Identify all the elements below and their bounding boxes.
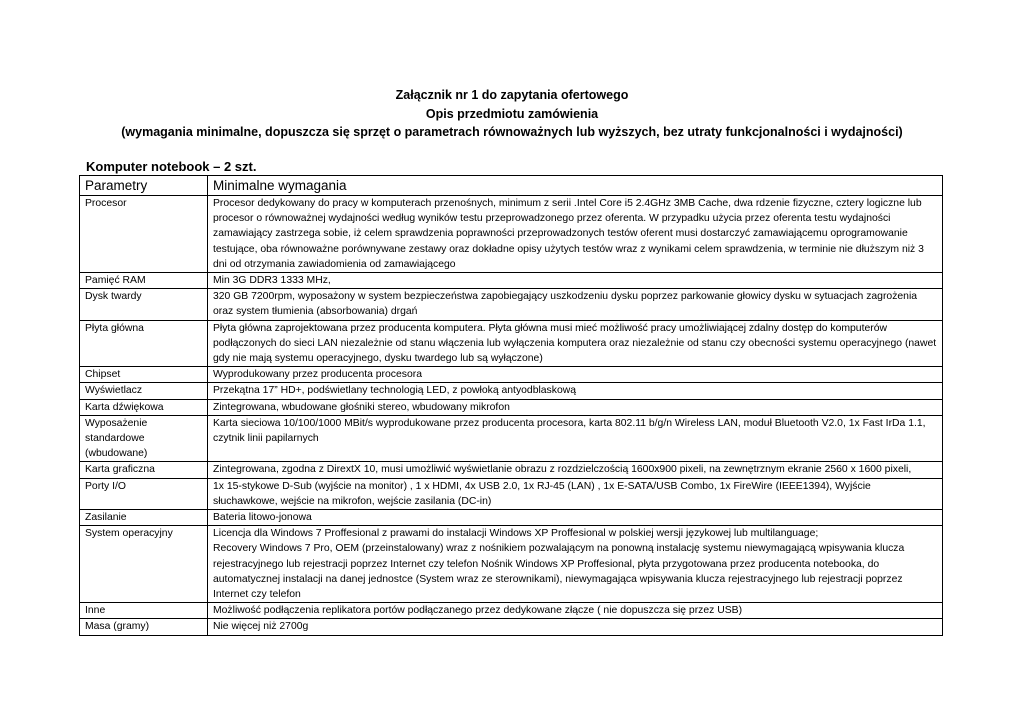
section-title: Komputer notebook – 2 szt.: [86, 159, 257, 174]
table-row: [80, 510, 943, 526]
table-row: [80, 383, 943, 399]
param-cell: Porty I/O: [80, 478, 208, 509]
table-row: [80, 478, 943, 509]
attachment-heading: Załącznik nr 1 do zapytania ofertowego: [395, 88, 629, 102]
value-cell: Zintegrowana, wbudowane głośniki stereo, wbudowany mikrofon: [208, 399, 943, 415]
param-cell: System operacyjny: [80, 526, 208, 603]
table-row: [80, 289, 943, 320]
value-cell: Min 3G DDR3 1333 MHz,: [208, 273, 943, 289]
column-header-requirements: Minimalne wymagania: [208, 176, 943, 196]
param-cell: Wyposażenie standardowe (wbudowane): [80, 415, 208, 462]
table-header-row: [80, 176, 943, 196]
param-cell: Masa (gramy): [80, 619, 208, 635]
param-cell: Wyświetlacz: [80, 383, 208, 399]
param-cell: Karta graficzna: [80, 462, 208, 478]
table-row: [80, 273, 943, 289]
table-row: [80, 415, 943, 462]
param-cell: Pamięć RAM: [80, 273, 208, 289]
value-line: Licencja dla Windows 7 Proffesional z prawami do instalacji Windows XP Proffesional w polskiej wersji językowej lub multilanguage;: [213, 528, 819, 540]
table-row: [80, 320, 943, 367]
column-header-parameters: Parametry: [80, 176, 208, 196]
value-cell: Płyta główna zaprojektowana przez producenta komputera. Płyta główna musi mieć możliwość pracy umożliwiającej zdalny dostęp do komputerów podłączonych do sieci LAN niezależnie od stanu włączenia lub wyłączenia komputera oraz niezależnie od stanu czy obecności systemu operacyjnego (nawet gdy nie mają systemu operacyjnego, dysku twardego lub są wyłączone): [208, 320, 943, 367]
table-row: [80, 399, 943, 415]
table-row: [80, 603, 943, 619]
table-row: [80, 619, 943, 635]
param-cell: Płyta główna: [80, 320, 208, 367]
param-cell: Zasilanie: [80, 510, 208, 526]
value-cell: Zintegrowana, zgodna z DirextX 10, musi umożliwić wyświetlanie obrazu z rozdzielczością 1600x900 pixeli, na zewnętrznym ekranie 2560 x 1600 pixeli,: [208, 462, 943, 478]
specification-table: [79, 175, 943, 636]
param-cell: Chipset: [80, 367, 208, 383]
value-line: Recovery Windows 7 Pro, OEM (przeinstalowany) wraz z nośnikiem pozwalającym na ponowną instalację systemu niewymagającą wpisywania klucza rejestracyjnego lub rejestracji poprzez Internet czy telefon Nośnik Windows XP Proffesional, płyta przygotowana przez producenta notebooka, do automatycznej instalacji na danej jednostce (System wraz ze sterownikami), niewymagająca wpisywania klucza rejestracyjnego lub rejestracji poprzez Internet czy telefon: [213, 543, 905, 601]
table-row: [80, 196, 943, 273]
value-cell: 1x 15-stykowe D-Sub (wyjście na monitor) , 1 x HDMI, 4x USB 2.0, 1x RJ-45 (LAN) , 1x E-SATA/USB Combo, 1x FireWire (IEEE1394), Wyjście słuchawkowe, wejście na mikrofon, wejście zasilania (DC-in): [208, 478, 943, 509]
order-description-heading: Opis przedmiotu zamówienia: [425, 107, 599, 121]
param-cell: Inne: [80, 603, 208, 619]
value-cell: 320 GB 7200rpm, wyposażony w system bezpieczeństwa zapobiegający uszkodzeniu dysku poprzez parkowanie głowicy dysku w sytuacjach zagrożenia oraz system tłumienia (absorbowania) drgań: [208, 289, 943, 320]
param-cell: Karta dźwiękowa: [80, 399, 208, 415]
requirements-note-heading: (wymagania minimalne, dopuszcza się sprzęt o parametrach równoważnych lub wyższych, bez utraty funkcjonalności i wydajności): [121, 125, 903, 139]
value-cell: Możliwość podłączenia replikatora portów podłączanego przez dedykowane złącze ( nie dopuszcza się przez USB): [208, 603, 943, 619]
table-row: [80, 526, 943, 603]
value-cell: Przekątna 17” HD+, podświetlany technologią LED, z powłoką antyodblaskową: [208, 383, 943, 399]
value-cell: [208, 526, 943, 603]
table-row: [80, 367, 943, 383]
value-cell: Karta sieciowa 10/100/1000 MBit/s wyprodukowane przez producenta procesora, karta 802.11 b/g/n Wireless LAN, moduł Bluetooth V2.0, 1x Fast IrDa 1.1, czytnik linii papilarnych: [208, 415, 943, 462]
param-cell: Procesor: [80, 196, 208, 273]
param-cell: Dysk twardy: [80, 289, 208, 320]
value-cell: Nie więcej niż 2700g: [208, 619, 943, 635]
value-cell: Procesor dedykowany do pracy w komputerach przenośnych, minimum z serii .Intel Core i5 2.4GHz 3MB Cache, dwa rdzenie fizyczne, cztery logiczne lub procesor o równoważnej wydajności według wyników testu przeprowadzonego przez oferenta. W przypadku użycia przez oferenta testu wydajności zamawiający zastrzega sobie, iż celem sprawdzenia poprawności przeprowadzonych testów oferent musi dostarczyć zamawiającemu oprogramowanie testujące, oba równoważne porównywane zestawy oraz dokładne opisy użytych testów wraz z wynikami celem sprawdzenia, w terminie nie dłuższym niż 3 dni od otrzymania zawiadomienia od zamawiającego: [208, 196, 943, 273]
table-row: [80, 462, 943, 478]
value-cell: Wyprodukowany przez producenta procesora: [208, 367, 943, 383]
value-cell: Bateria litowo-jonowa: [208, 510, 943, 526]
